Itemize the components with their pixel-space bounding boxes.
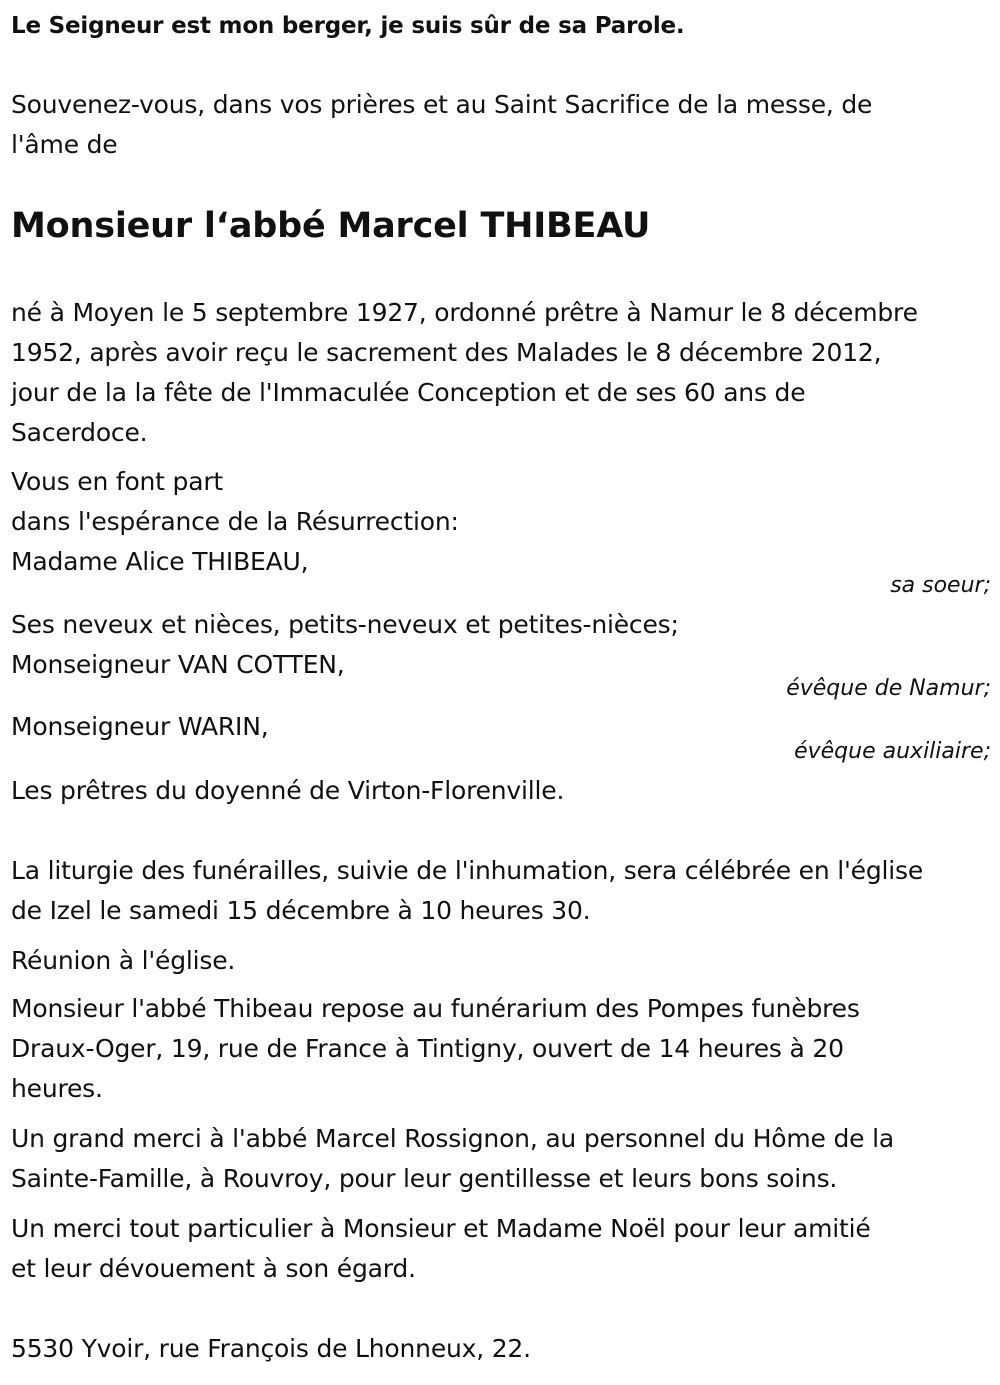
announcement-line-2: dans l'espérance de la Résurrection: — [11, 507, 459, 536]
thanks2-line-2: et leur dévouement à son égard. — [11, 1254, 416, 1283]
rest-line-3: heures. — [11, 1074, 103, 1103]
funeral-line-2: de Izel le samedi 15 décembre à 10 heures 30. — [11, 896, 591, 925]
motto: Le Seigneur est mon berger, je suis sûr de sa Parole. — [11, 13, 685, 39]
thanks1-line-1: Un grand merci à l'abbé Marcel Rossignon, au personnel du Hôme de la — [11, 1124, 894, 1153]
family-van-cotten: Monseigneur VAN COTTEN, — [11, 650, 345, 679]
announcement-line-1: Vous en font part — [11, 467, 224, 496]
bio-line-2: 1952, après avoir reçu le sacrement des Malades le 8 décembre 2012, — [11, 338, 882, 367]
funeral-line-1: La liturgie des funérailles, suivie de l'inhumation, sera célébrée en l'église — [11, 856, 924, 885]
address: 5530 Yvoir, rue François de Lhonneux, 22. — [11, 1334, 531, 1363]
intro-line-2: l'âme de — [11, 130, 118, 159]
thanks1-line-2: Sainte-Famille, à Rouvroy, pour leur gentillesse et leurs bons soins. — [11, 1164, 838, 1193]
family-alice-role: sa soeur; — [890, 573, 991, 598]
thanks2-line-1: Un merci tout particulier à Monsieur et Madame Noël pour leur amitié — [11, 1214, 871, 1243]
deceased-name: Monsieur l‘abbé Marcel THIBEAU — [11, 206, 651, 246]
intro-line-1: Souvenez-vous, dans vos prières et au Saint Sacrifice de la messe, de — [11, 90, 873, 119]
family-priests: Les prêtres du doyenné de Virton-Florenville. — [11, 776, 565, 805]
family-alice: Madame Alice THIBEAU, — [11, 547, 309, 576]
bio-line-1: né à Moyen le 5 septembre 1927, ordonné prêtre à Namur le 8 décembre — [11, 298, 918, 327]
meeting-note: Réunion à l'église. — [11, 946, 236, 975]
bio-line-4: Sacerdoce. — [11, 418, 148, 447]
family-van-cotten-role: évêque de Namur; — [786, 676, 991, 701]
rest-line-2: Draux-Oger, 19, rue de France à Tintigny, ouvert de 14 heures à 20 — [11, 1034, 844, 1063]
family-warin: Monseigneur WARIN, — [11, 712, 269, 741]
bio-line-3: jour de la la fête de l'Immaculée Conception et de ses 60 ans de — [11, 378, 806, 407]
family-warin-role: évêque auxiliaire; — [794, 739, 991, 764]
family-nephews: Ses neveux et nièces, petits-neveux et petites-nièces; — [11, 610, 679, 639]
rest-line-1: Monsieur l'abbé Thibeau repose au funérarium des Pompes funèbres — [11, 994, 860, 1023]
